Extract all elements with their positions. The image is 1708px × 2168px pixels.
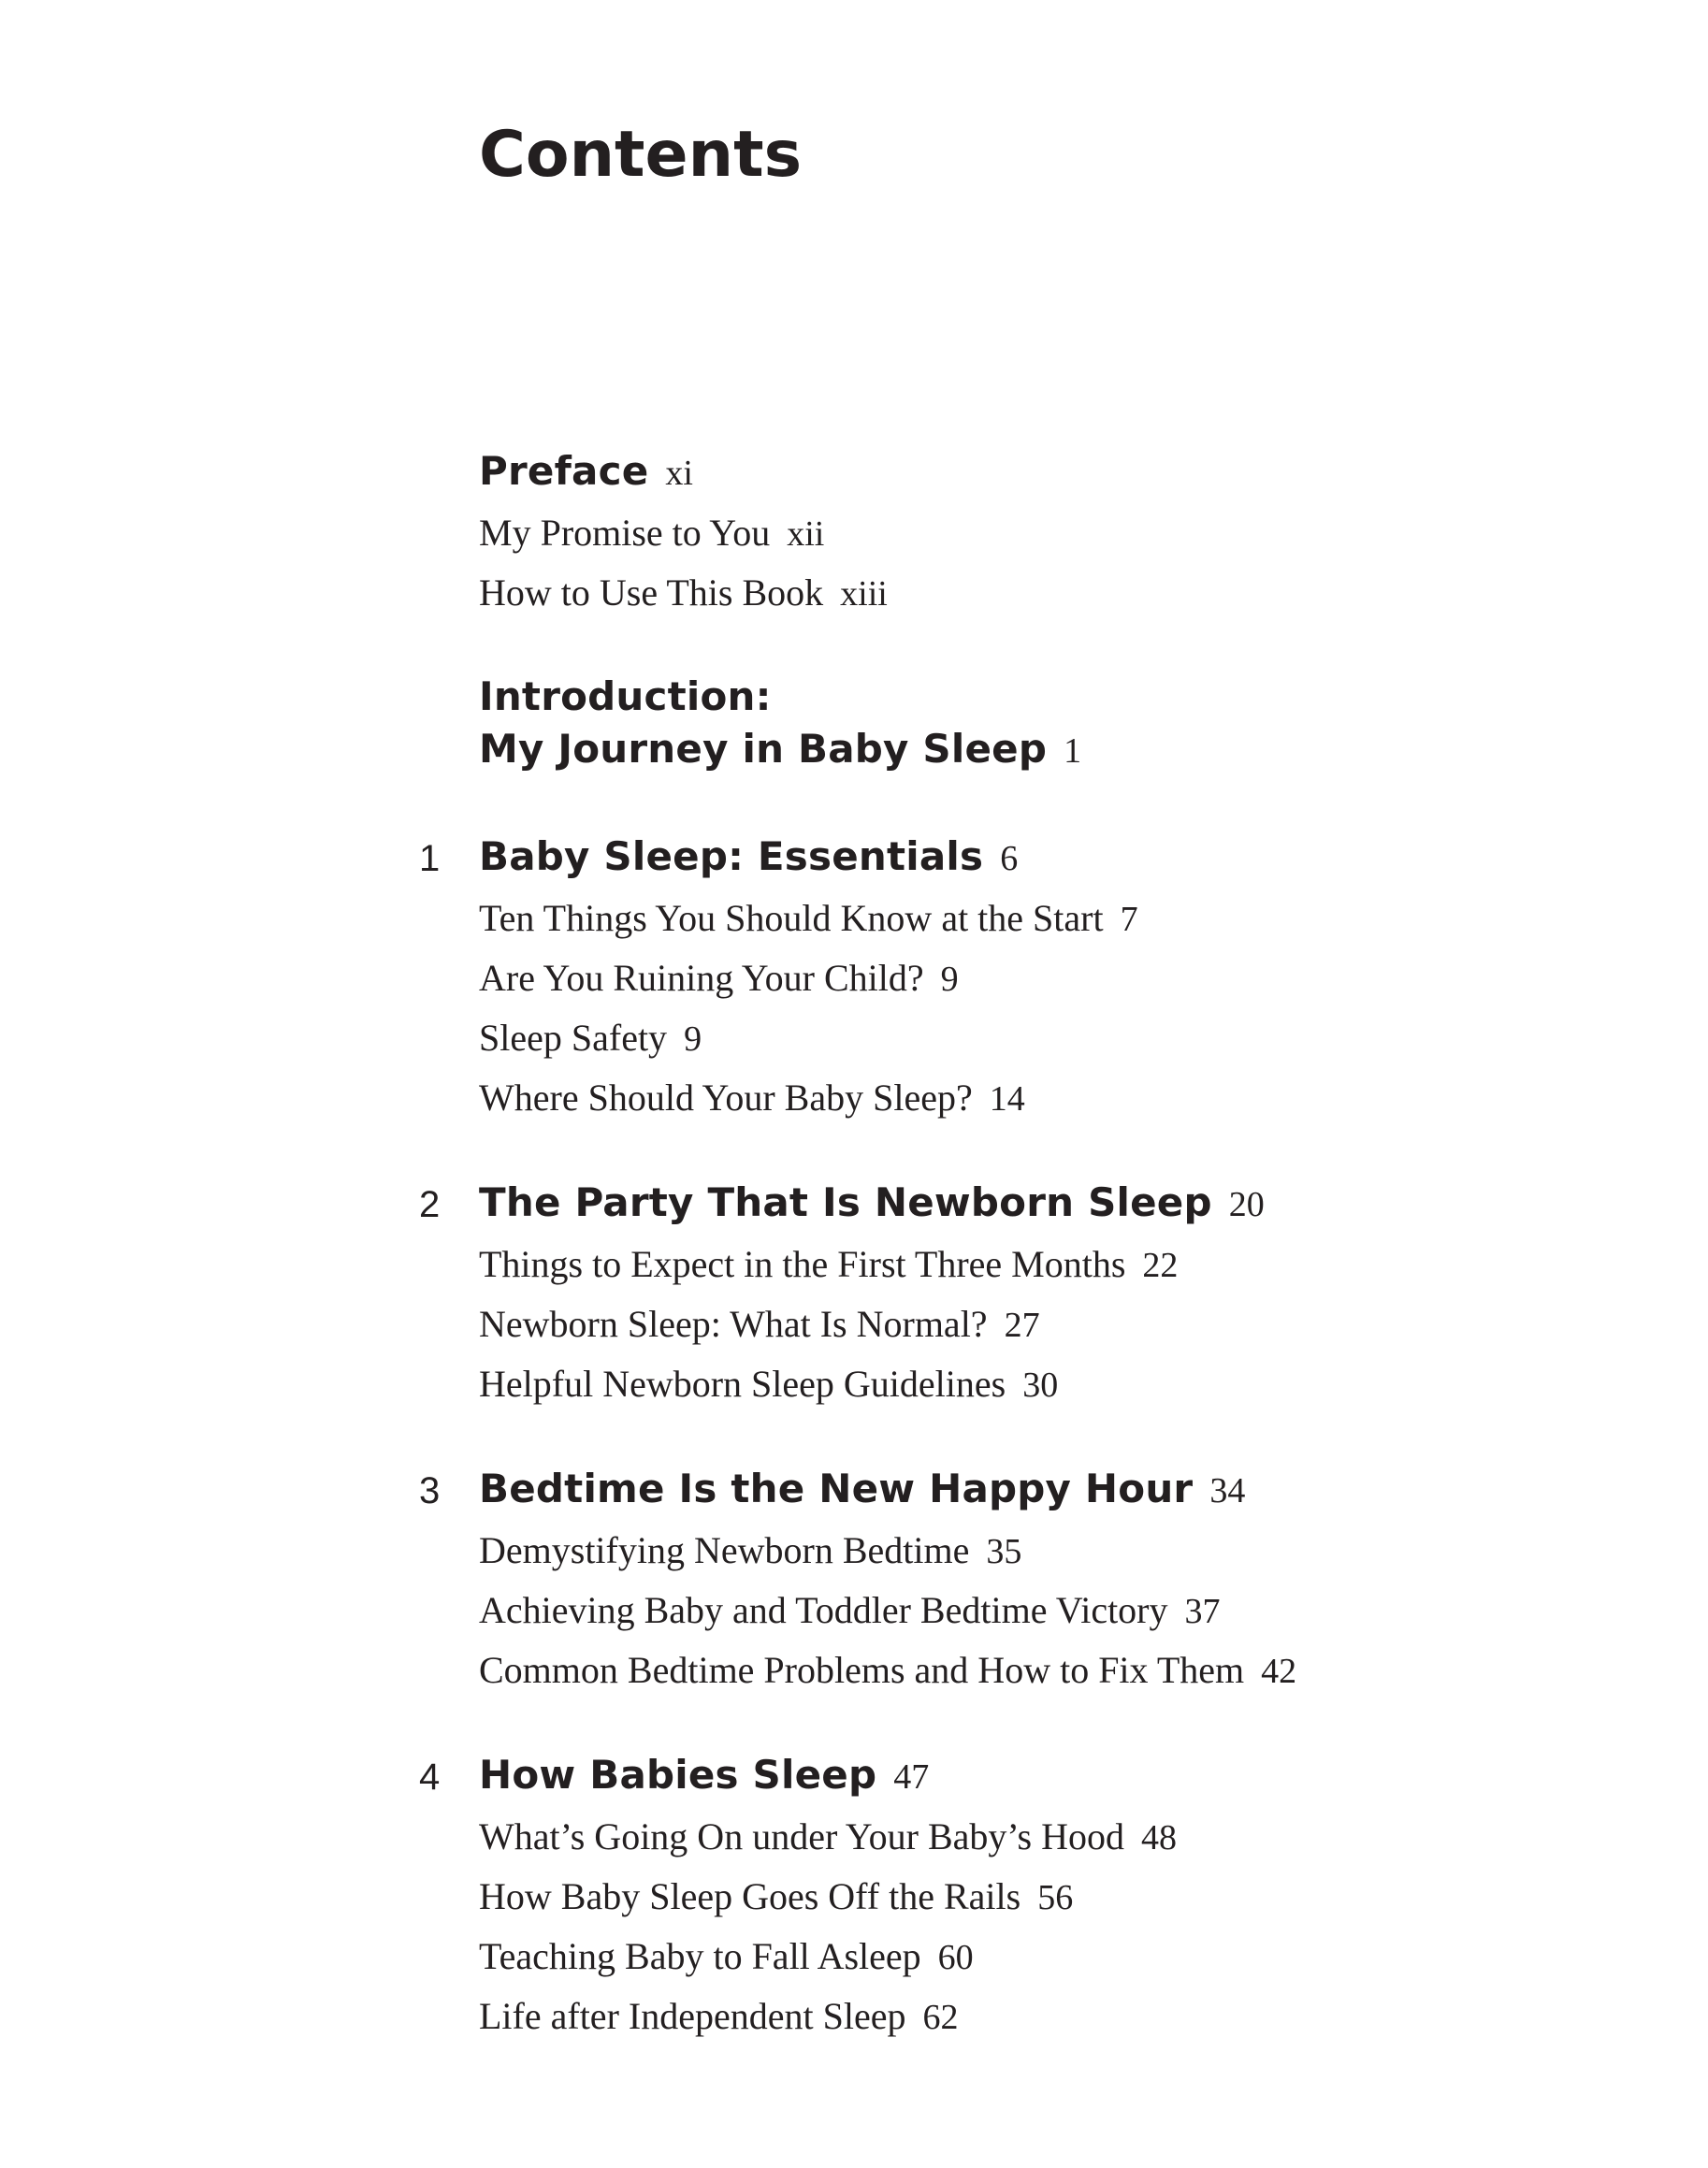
toc-entry[interactable] <box>479 1987 958 2046</box>
toc-page-number: 7 <box>1120 900 1138 939</box>
toc-entry-label: Achieving Baby and Toddler Bedtime Victory <box>479 1589 1168 1631</box>
toc-entry-label: Common Bedtime Problems and How to Fix Them <box>479 1649 1245 1691</box>
toc-heading-label: Preface <box>479 448 649 494</box>
chapter-number: 3 <box>419 1470 441 1511</box>
chapter-number: 1 <box>419 838 441 879</box>
toc-entry[interactable] <box>479 948 959 1008</box>
toc-entry-label: Are You Ruining Your Child? <box>479 957 924 999</box>
toc-entry-label: How to Use This Book <box>479 571 824 614</box>
toc-entry[interactable] <box>479 1235 1178 1294</box>
toc-entry-label: Sleep Safety <box>479 1017 668 1059</box>
page-title: Contents <box>479 118 803 192</box>
toc-entry[interactable] <box>479 563 888 623</box>
toc-heading-label: My Journey in Baby Sleep <box>479 726 1048 772</box>
toc-heading-chapter-2[interactable] <box>479 1178 1265 1237</box>
toc-entry[interactable] <box>479 889 1138 948</box>
toc-page-number: 34 <box>1209 1471 1246 1510</box>
toc-heading-chapter-3[interactable] <box>479 1464 1245 1524</box>
toc-page-number: xiii <box>840 574 888 614</box>
toc-entry-label: What’s Going On under Your Baby’s Hood <box>479 1815 1124 1857</box>
toc-page-number: xii <box>787 514 825 554</box>
toc-entry[interactable] <box>479 1927 974 1987</box>
toc-entry-label: Teaching Baby to Fall Asleep <box>479 1935 921 1977</box>
toc-entry[interactable] <box>479 1068 1025 1128</box>
toc-page-number: xi <box>665 454 693 493</box>
toc-heading-preface[interactable] <box>479 446 693 506</box>
toc-page-number: 9 <box>684 1019 702 1059</box>
toc-heading-label: Introduction: <box>479 673 772 719</box>
toc-entry-label: Where Should Your Baby Sleep? <box>479 1077 973 1119</box>
toc-entry[interactable] <box>479 1867 1073 1927</box>
toc-page-number: 1 <box>1064 731 1082 771</box>
toc-page-number: 37 <box>1184 1592 1221 1631</box>
toc-page-number: 62 <box>922 1998 959 2037</box>
toc-entry-label: Ten Things You Should Know at the Start <box>479 897 1104 939</box>
toc-page-number: 56 <box>1037 1878 1074 1917</box>
toc-heading-chapter-4[interactable] <box>479 1750 929 1810</box>
toc-heading-label: Baby Sleep: Essentials <box>479 833 984 879</box>
toc-page-number: 35 <box>986 1532 1022 1571</box>
toc-entry-label: Life after Independent Sleep <box>479 1995 906 2037</box>
toc-heading-label: How Babies Sleep <box>479 1752 877 1798</box>
toc-entry-label: Things to Expect in the First Three Months <box>479 1243 1126 1285</box>
toc-page-number: 47 <box>893 1757 930 1797</box>
toc-entry[interactable] <box>479 1521 1021 1581</box>
toc-heading-label: The Party That Is Newborn Sleep <box>479 1179 1212 1225</box>
toc-entry[interactable] <box>479 1581 1221 1640</box>
chapter-number: 4 <box>419 1756 441 1798</box>
toc-page-number: 6 <box>1000 839 1019 878</box>
toc-entry[interactable] <box>479 1294 1040 1354</box>
toc-page-number: 27 <box>1004 1306 1040 1345</box>
toc-page-number: 48 <box>1140 1818 1177 1857</box>
toc-entry[interactable] <box>479 1008 702 1068</box>
toc-heading-introduction[interactable] <box>479 672 772 731</box>
toc-entry[interactable] <box>479 1354 1058 1414</box>
chapter-number: 2 <box>419 1184 441 1225</box>
toc-page-number: 60 <box>937 1938 974 1977</box>
toc-page-number: 42 <box>1261 1652 1297 1691</box>
toc-page-number: 30 <box>1022 1366 1059 1405</box>
toc-entry-label: My Promise to You <box>479 512 771 554</box>
toc-heading-chapter-1[interactable] <box>479 831 1018 891</box>
toc-heading-introduction-subtitle[interactable] <box>479 724 1081 784</box>
toc-entry[interactable] <box>479 1640 1296 1700</box>
toc-entry-label: How Baby Sleep Goes Off the Rails <box>479 1875 1021 1917</box>
toc-entry[interactable] <box>479 503 824 563</box>
toc-page-number: 20 <box>1228 1185 1265 1224</box>
toc-entry-label: Demystifying Newborn Bedtime <box>479 1529 970 1571</box>
toc-heading-label: Bedtime Is the New Happy Hour <box>479 1466 1194 1511</box>
toc-page-number: 9 <box>940 960 959 999</box>
toc-entry-label: Newborn Sleep: What Is Normal? <box>479 1303 988 1345</box>
toc-page-number: 14 <box>989 1079 1025 1119</box>
toc-entry[interactable] <box>479 1807 1177 1867</box>
toc-entry-label: Helpful Newborn Sleep Guidelines <box>479 1363 1006 1405</box>
toc-page-number: 22 <box>1142 1246 1179 1285</box>
